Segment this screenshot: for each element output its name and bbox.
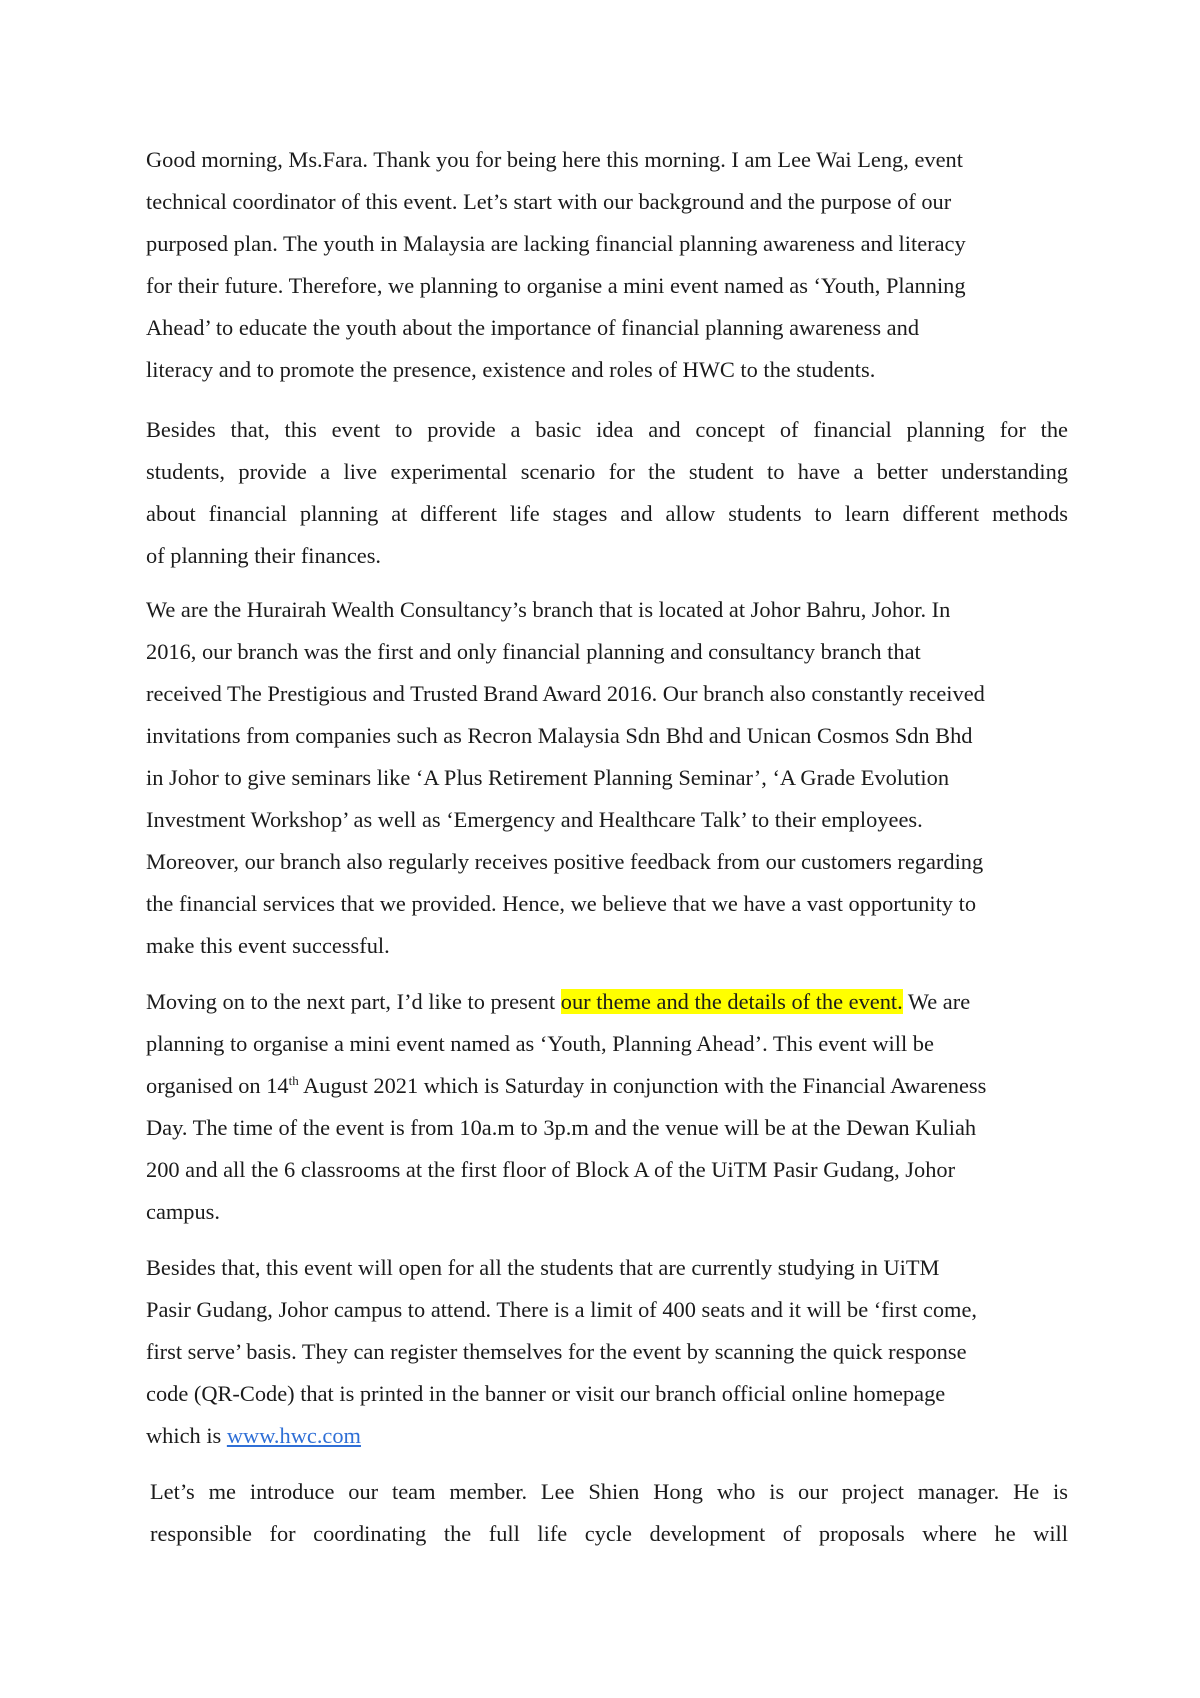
paragraph-5-line: Pasir Gudang, Johor campus to attend. There is a limit of 400 seats and it will be ‘first come, [146,1297,977,1322]
paragraph-1-line: Ahead’ to educate the youth about the importance of financial planning awareness and [146,315,920,340]
paragraph-1-line: purposed plan. The youth in Malaysia are lacking financial planning awareness and literacy [146,231,966,256]
paragraph-1-line: literacy and to promote the presence, existence and roles of HWC to the students. [146,357,876,382]
ordinal-superscript: th [288,1073,299,1088]
paragraph-1-line: for their future. Therefore, we planning to organise a mini event named as ‘Youth, Planning [146,273,966,298]
paragraph-3-line: We are the Hurairah Wealth Consultancy’s branch that is located at Johor Bahru, Johor. In [146,597,951,622]
paragraph-4-line: 200 and all the 6 classrooms at the first floor of Block A of the UiTM Pasir Gudang, Johor [146,1157,956,1182]
paragraph-2-line: students, provide a live experimental scenario for the student to have a better understanding [146,459,1068,484]
paragraph-3-line: received The Prestigious and Trusted Brand Award 2016. Our branch also constantly received [146,681,985,706]
paragraph-4-line [146,984,970,1020]
paragraph-2-line: about financial planning at different life stages and allow students to learn different methods [146,501,1068,526]
paragraph-3-line: make this event successful. [146,933,390,958]
paragraph-1-line: Good morning, Ms.Fara. Thank you for being here this morning. I am Lee Wai Leng, event [146,147,963,172]
paragraph-4-text: August 2021 which is Saturday in conjunction with the Financial Awareness [298,1073,987,1098]
paragraph-3-line: Investment Workshop’ as well as ‘Emergency and Healthcare Talk’ to their employees. [146,807,923,832]
paragraph-5-line: first serve’ basis. They can register themselves for the event by scanning the quick response [146,1339,967,1364]
paragraph-2-line: Besides that, this event to provide a basic idea and concept of financial planning for the [146,417,1068,442]
paragraph-3-line: invitations from companies such as Recron Malaysia Sdn Bhd and Unican Cosmos Sdn Bhd [146,723,973,748]
highlighted-text: our theme and the details of the event. [560,989,903,1014]
paragraph-1-line: technical coordinator of this event. Let’s start with our background and the purpose of our [146,189,952,214]
paragraph-4-line: campus. [146,1199,220,1224]
paragraph-3-line: the financial services that we provided. Hence, we believe that we have a vast opportunity to [146,891,977,916]
paragraph-4-line [146,1068,986,1104]
paragraph-3-line: Moreover, our branch also regularly receives positive feedback from our customers regarding [146,849,984,874]
paragraph-2-line: of planning their finances. [146,543,382,568]
paragraph-4-line: planning to organise a mini event named as ‘Youth, Planning Ahead’. This event will be [146,1031,934,1056]
paragraph-4-text: organised on 14 [146,1073,289,1098]
paragraph-5-line: code (QR-Code) that is printed in the banner or visit our branch official online homepage [146,1381,946,1406]
paragraph-5-line [146,1418,361,1454]
paragraph-5-line: Besides that, this event will open for all the students that are currently studying in UiTM [146,1255,940,1280]
paragraph-6-line: Let’s me introduce our team member. Lee Shien Hong who is our project manager. He is [150,1479,1068,1504]
paragraph-6-line: responsible for coordinating the full life cycle development of proposals where he will [150,1521,1068,1546]
homepage-link[interactable]: www.hwc.com [226,1423,361,1448]
paragraph-3-line: 2016, our branch was the first and only financial planning and consultancy branch that [146,639,921,664]
paragraph-4-text: We are [902,989,971,1014]
paragraph-4-text: Moving on to the next part, I’d like to present [146,989,561,1014]
paragraph-3-line: in Johor to give seminars like ‘A Plus Retirement Planning Seminar’, ‘A Grade Evolution [146,765,950,790]
paragraph-4-line: Day. The time of the event is from 10a.m to 3p.m and the venue will be at the Dewan Kuliah [146,1115,977,1140]
paragraph-5-text: which is [146,1423,227,1448]
